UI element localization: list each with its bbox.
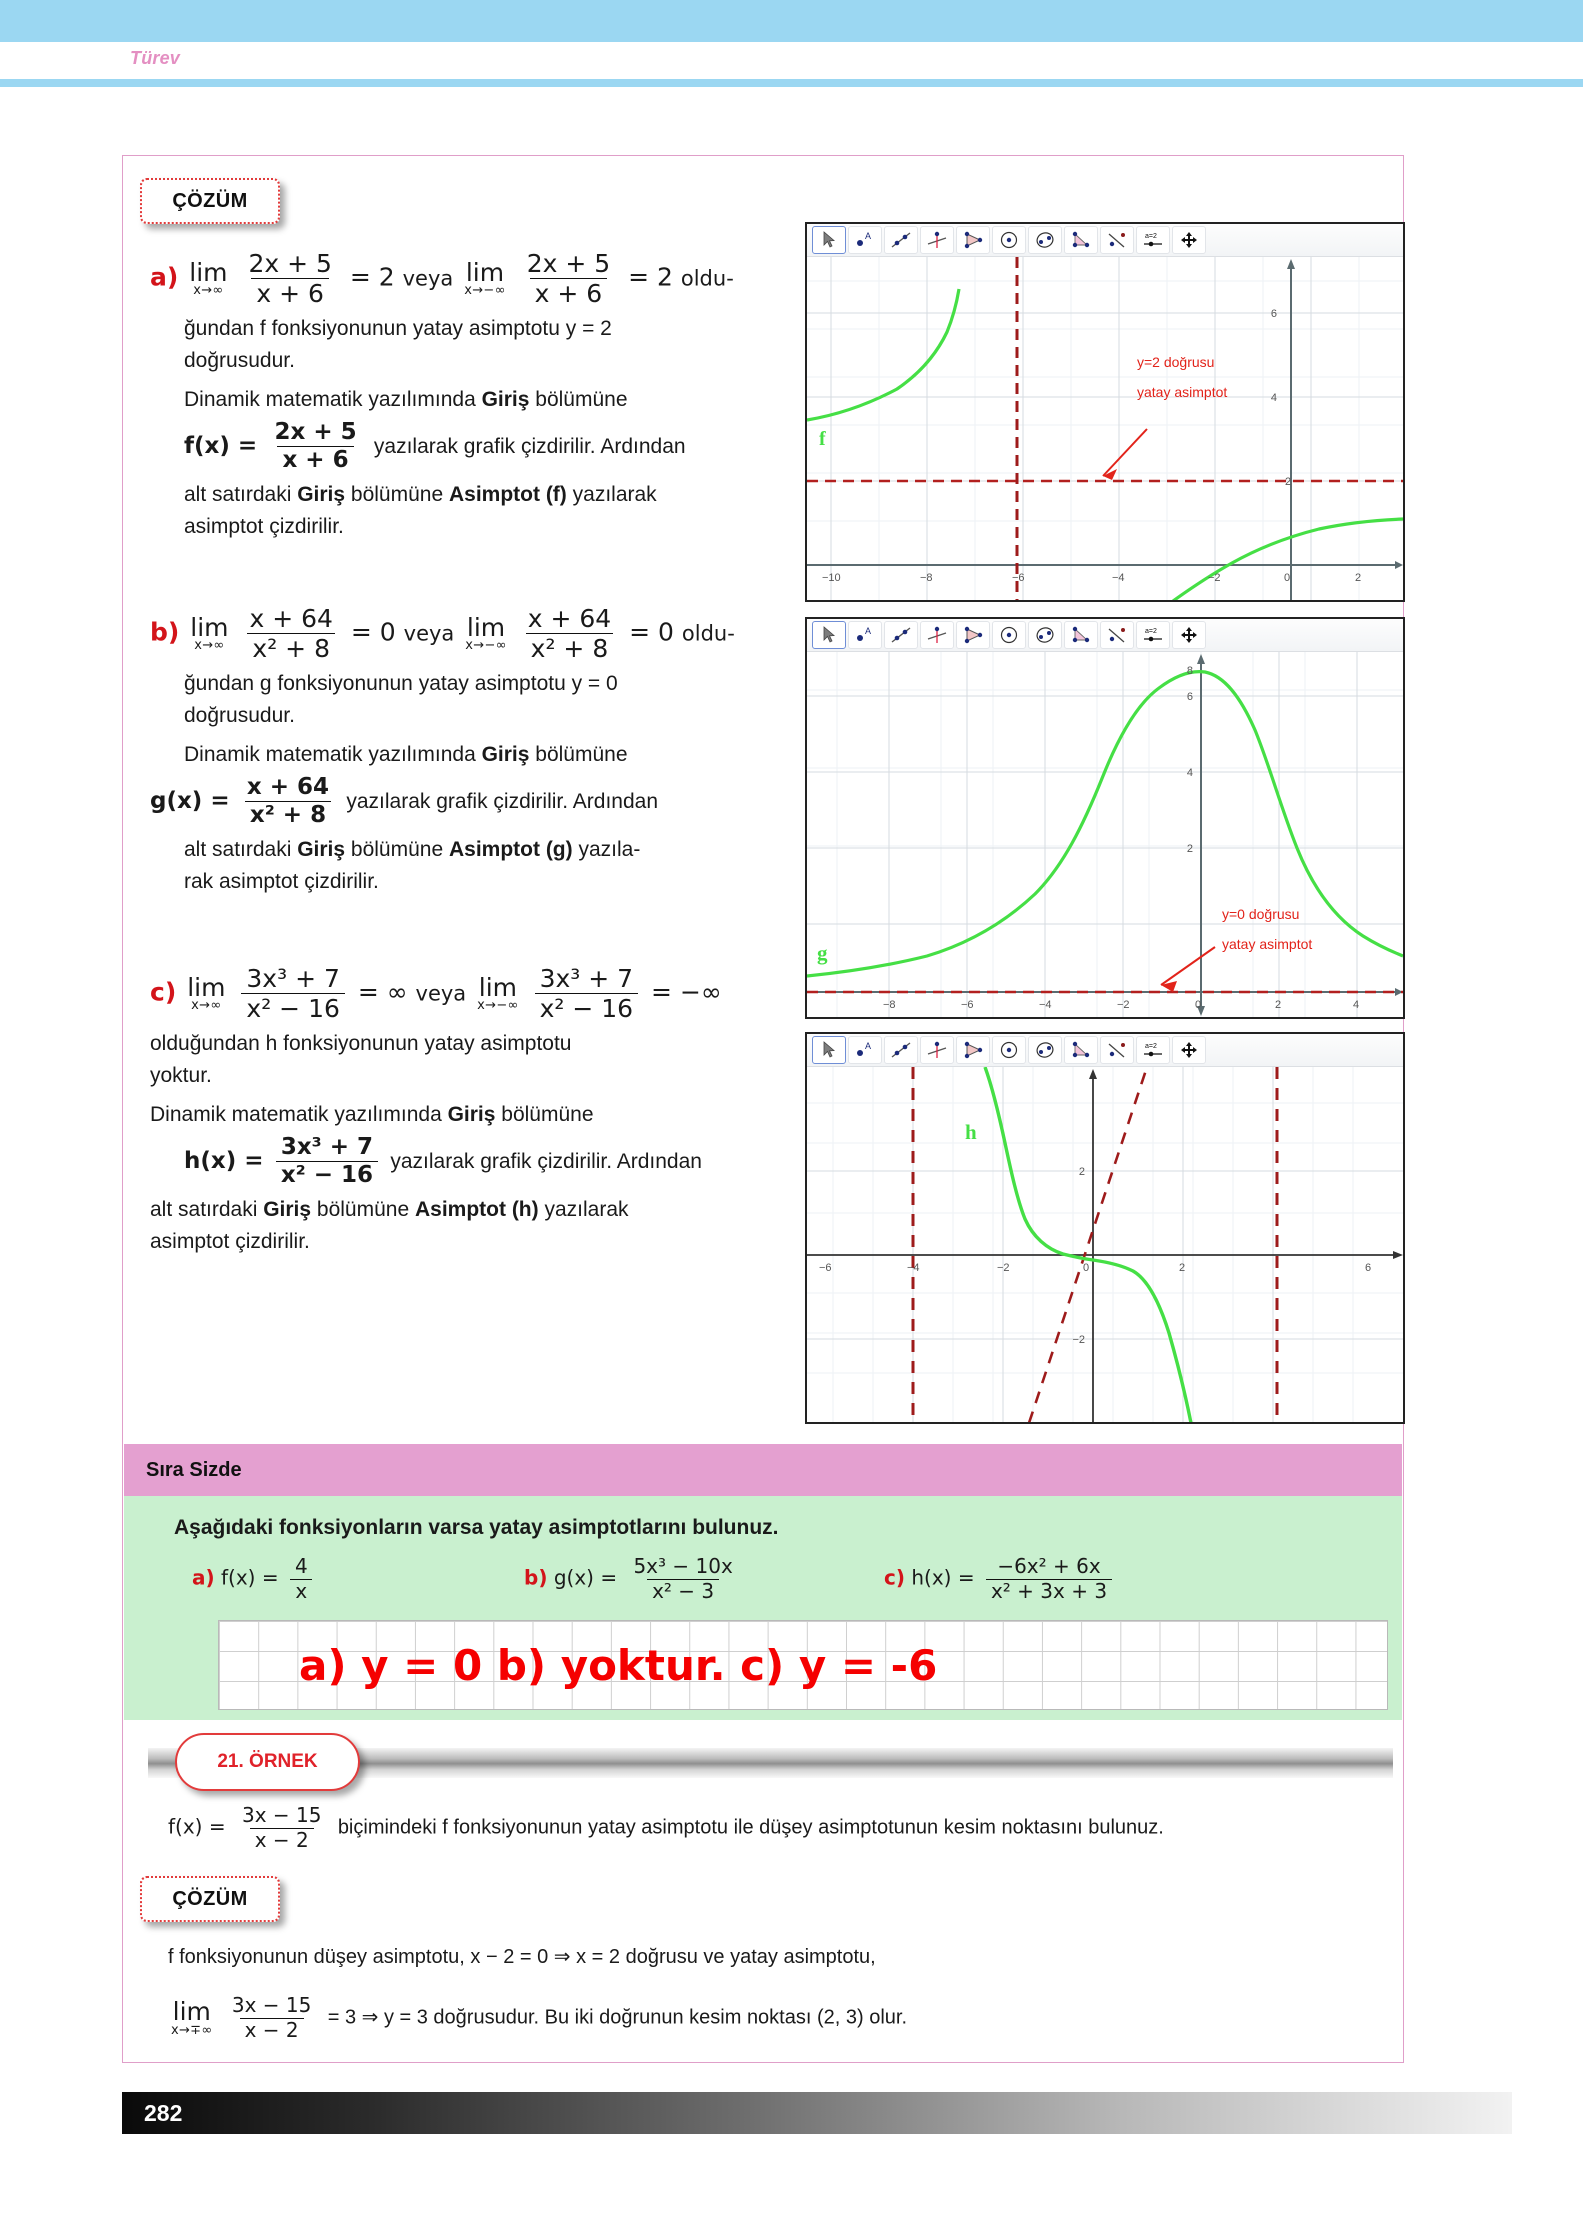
numerator: 5x³ − 10x: [633, 1554, 733, 1578]
item-marker: c): [884, 1565, 905, 1590]
svg-text:−6: −6: [961, 999, 974, 1011]
lim-word: lim: [478, 972, 518, 1002]
move-graphics-view-icon[interactable]: [1172, 621, 1206, 649]
part-c-line7: asimptot çizdirilir.: [150, 1230, 310, 1254]
svg-text:0: 0: [1195, 999, 1202, 1011]
lim-subscript: x→∞: [193, 283, 224, 299]
giris-keyword: Giriş: [297, 838, 346, 862]
svg-text:−6: −6: [1012, 572, 1025, 584]
part-b-line4: [184, 739, 750, 771]
denominator: x² − 16: [535, 993, 638, 1022]
numerator: −6x² + 6x: [997, 1554, 1101, 1578]
svg-text:a=2: a=2: [1145, 233, 1157, 240]
part-a-function: [184, 420, 750, 473]
numerator: 3x³ + 7: [246, 964, 340, 993]
numerator: 2x + 5: [526, 249, 611, 278]
svg-text:4: 4: [1270, 392, 1277, 404]
svg-text:−2: −2: [1072, 1334, 1085, 1346]
denominator: x² − 3: [647, 1579, 719, 1603]
graph-canvas-f[interactable]: [807, 257, 1403, 600]
svg-text:−4: −4: [907, 1262, 920, 1274]
denominator: x² + 8: [247, 633, 335, 662]
svg-text:−6: −6: [819, 1262, 832, 1274]
asimptot-keyword: Asimptot: [448, 483, 540, 507]
svg-text:−2: −2: [997, 1262, 1010, 1274]
text-pre: alt satırdaki: [150, 1198, 264, 1222]
move-pointer-icon[interactable]: [812, 621, 846, 649]
svg-text:A: A: [865, 626, 872, 636]
sira-sizde-item-c: [884, 1556, 1117, 1602]
example-badge: 21. ÖRNEK: [175, 1733, 360, 1791]
solution-part-a: [150, 250, 750, 543]
item-marker: b): [524, 1565, 548, 1590]
text-post: yazılarak: [566, 483, 657, 507]
solution-part-b: [150, 605, 750, 898]
svg-text:2: 2: [1275, 999, 1282, 1011]
part-a-line4: [184, 384, 750, 416]
numerator: 2x + 5: [274, 418, 357, 445]
denominator: x + 6: [530, 278, 608, 307]
joiner-word: veya: [402, 266, 454, 291]
svg-text:2: 2: [1355, 572, 1362, 584]
curve-label-f: f: [819, 428, 826, 450]
part-b-equation: [150, 605, 750, 662]
text-post: yazılarak grafik çizdirilir. Ardından: [346, 789, 659, 813]
running-header-title: Türev: [130, 48, 181, 68]
circle-center-point-icon[interactable]: [992, 1036, 1026, 1064]
part-b-marker: b): [150, 617, 180, 647]
svg-text:2: 2: [1179, 1262, 1186, 1274]
svg-text:a=2: a=2: [1145, 1043, 1157, 1050]
text-mid: bölümüne: [345, 483, 449, 507]
perpendicular-line-icon[interactable]: [920, 226, 954, 254]
denominator: x: [290, 1579, 312, 1603]
limit-result: = 2: [349, 262, 395, 292]
part-c-line2: olduğundan h fonksiyonunun yatay asimptotu: [150, 1032, 572, 1055]
angle-icon[interactable]: [1064, 621, 1098, 649]
limit-result: = ∞: [357, 977, 408, 1007]
text-post: bölümüne: [529, 742, 628, 766]
move-graphics-view-icon[interactable]: [1172, 1036, 1206, 1064]
svg-text:8: 8: [1186, 665, 1193, 677]
slider-icon[interactable]: [1136, 1036, 1170, 1064]
numerator: 3x − 15: [231, 1993, 312, 2017]
sira-sizde-header: Sıra Sizde: [124, 1444, 1402, 1496]
slider-icon[interactable]: [1136, 226, 1170, 254]
sira-sizde-item-a: [192, 1556, 318, 1602]
header-band-top: [0, 0, 1583, 42]
geogebra-panel-f[interactable]: [805, 222, 1405, 602]
lim-subscript: x→−∞: [465, 638, 507, 654]
polygon-icon[interactable]: [956, 1036, 990, 1064]
geogebra-panel-h[interactable]: [805, 1032, 1405, 1424]
giris-keyword: Giriş: [447, 1102, 496, 1126]
asimptot-arg: (g): [539, 838, 573, 862]
part-c-marker: c): [150, 977, 177, 1007]
text-pre: alt satırdaki: [184, 483, 298, 507]
numerator: x + 64: [246, 773, 330, 800]
numerator: 3x − 15: [241, 1803, 322, 1827]
curve-label-h: h: [965, 1120, 977, 1144]
svg-text:2: 2: [1186, 843, 1193, 855]
asimptot-keyword: Asimptot: [414, 1198, 506, 1222]
angle-icon[interactable]: [1064, 1036, 1098, 1064]
giris-keyword: Giriş: [481, 742, 530, 766]
giris-keyword: Giriş: [481, 387, 530, 411]
annotation-g-line2: yatay asimptot: [1222, 936, 1313, 952]
line-slope-icon[interactable]: [1100, 1036, 1134, 1064]
page-footer: [122, 2092, 1512, 2134]
part-a-marker: a): [150, 262, 179, 292]
point-icon[interactable]: [848, 621, 882, 649]
solution-part-c: [150, 965, 750, 1258]
perpendicular-line-icon[interactable]: [920, 621, 954, 649]
line-through-two-points-icon[interactable]: [884, 621, 918, 649]
polygon-icon[interactable]: [956, 621, 990, 649]
denominator: x² − 16: [276, 1161, 378, 1188]
geogebra-toolbar[interactable]: [807, 1034, 1403, 1067]
curve-label-g: g: [817, 941, 828, 965]
lim-word: lim: [172, 1997, 211, 2027]
text-post: yazıla-: [572, 838, 641, 862]
handwritten-answer: a) y = 0 b) yoktur. c) y = -6: [299, 1641, 938, 1690]
lim-word: lim: [187, 972, 226, 1002]
move-pointer-icon[interactable]: [812, 1036, 846, 1064]
svg-text:4: 4: [1353, 999, 1360, 1011]
svg-text:−2: −2: [1208, 572, 1221, 584]
part-a-line7: asimptot çizdirilir.: [184, 515, 344, 539]
ellipse-icon[interactable]: [1028, 226, 1062, 254]
graph-h-svg: [807, 1067, 1403, 1422]
graph-canvas-h[interactable]: [807, 1067, 1403, 1422]
function-name: g(x) =: [553, 1565, 618, 1590]
svg-text:A: A: [865, 231, 872, 241]
svg-text:−2: −2: [1117, 999, 1130, 1011]
text-pre: Dinamik matematik yazılımında: [150, 1102, 448, 1126]
part-b-line7: rak asimptot çizdirilir.: [184, 870, 379, 894]
text-mid: bölümüne: [311, 1198, 415, 1222]
part-b-function: [150, 775, 750, 828]
part-a-line3: doğrusudur.: [184, 348, 295, 372]
sira-sizde-question: Aşağıdaki fonksiyonların varsa yatay asimptotlarını bulunuz.: [174, 1516, 779, 1539]
angle-icon[interactable]: [1064, 226, 1098, 254]
example-solution-line2: [168, 1995, 907, 2041]
part-a-equation: [150, 250, 750, 307]
perpendicular-line-icon[interactable]: [920, 1036, 954, 1064]
denominator: x² + 8: [245, 801, 331, 828]
joiner-word: veya: [403, 621, 455, 646]
header-white-strip: [0, 42, 1583, 79]
part-c-line4: [150, 1099, 750, 1131]
denominator: x² − 16: [241, 993, 344, 1022]
numerator: 3x³ + 7: [539, 964, 634, 993]
svg-text:6: 6: [1365, 1262, 1372, 1274]
numerator: 4: [294, 1554, 308, 1578]
lim-subscript: x→∞: [191, 998, 222, 1014]
function-name: f(x) =: [168, 1814, 226, 1839]
svg-text:−8: −8: [883, 999, 896, 1011]
svg-text:−4: −4: [1112, 572, 1125, 584]
text-post: yazılarak grafik çizdirilir. Ardından: [373, 434, 686, 458]
lim-word: lim: [465, 257, 505, 287]
move-pointer-icon[interactable]: [812, 226, 846, 254]
ellipse-icon[interactable]: [1028, 1036, 1062, 1064]
point-icon[interactable]: [848, 1036, 882, 1064]
circle-center-point-icon[interactable]: [992, 621, 1026, 649]
lim-subscript: x→∞: [194, 638, 225, 654]
limit-result: = −∞: [651, 977, 722, 1007]
denominator: x − 2: [250, 1828, 314, 1852]
graph-g-svg: [807, 652, 1403, 1017]
solution-tail: = 3 ⇒ y = 3 doğrusudur. Bu iki doğrunun kesim noktası (2, 3) olur.: [327, 2006, 908, 2029]
part-c-equation: [150, 965, 750, 1022]
part-c-line3: yoktur.: [150, 1063, 212, 1087]
numerator: 3x³ + 7: [280, 1133, 374, 1160]
svg-text:−10: −10: [822, 572, 841, 584]
part-b-line2: ğundan g fonksiyonunun yatay asimptotu y = 0: [184, 672, 618, 695]
polygon-icon[interactable]: [956, 226, 990, 254]
svg-text:a=2: a=2: [1145, 628, 1157, 635]
example-solution-line1: f fonksiyonunun düşey asimptotu, x − 2 = 0 ⇒ x = 2 doğrusu ve yatay asimptotu,: [168, 1946, 876, 1968]
function-name: h(x) =: [184, 1147, 264, 1174]
svg-text:−4: −4: [1039, 999, 1052, 1011]
part-b-line3: doğrusudur.: [184, 703, 295, 727]
svg-text:0: 0: [1284, 572, 1291, 584]
move-graphics-view-icon[interactable]: [1172, 226, 1206, 254]
lim-word: lim: [466, 612, 506, 642]
lim-subscript: x→−∞: [464, 283, 506, 299]
point-icon[interactable]: [848, 226, 882, 254]
joiner-word: veya: [415, 981, 467, 1006]
svg-text:6: 6: [1270, 308, 1277, 320]
denominator: x² + 3x + 3: [986, 1579, 1112, 1603]
limit-result: = 0: [629, 617, 674, 647]
tail-text: oldu-: [681, 621, 735, 646]
function-name: h(x) =: [911, 1565, 975, 1590]
line-through-two-points-icon[interactable]: [884, 226, 918, 254]
slider-icon[interactable]: [1136, 621, 1170, 649]
svg-text:0: 0: [1083, 1262, 1090, 1274]
function-name: f(x) =: [184, 432, 258, 459]
svg-text:4: 4: [1186, 767, 1193, 779]
example-statement: [168, 1805, 1398, 1851]
line-slope-icon[interactable]: [1100, 621, 1134, 649]
sira-sizde-item-b: [524, 1556, 743, 1602]
solution-badge-bottom: ÇÖZÜM: [140, 1876, 280, 1922]
function-name: g(x) =: [150, 787, 230, 814]
lim-word: lim: [189, 257, 228, 287]
lim-subscript: x→−∞: [477, 998, 519, 1014]
annotation-f-line2: yatay asimptot: [1137, 384, 1228, 400]
text-post: yazılarak grafik çizdirilir. Ardından: [390, 1149, 702, 1173]
denominator: x + 6: [251, 278, 329, 307]
tail-text: oldu-: [680, 266, 734, 291]
giris-keyword: Giriş: [263, 1198, 312, 1222]
text-post: yazılarak: [538, 1198, 629, 1222]
numerator: 2x + 5: [248, 249, 332, 278]
limit-result: = 2: [628, 262, 673, 292]
function-name: f(x) =: [221, 1565, 279, 1590]
geogebra-toolbar[interactable]: [807, 224, 1403, 257]
geogebra-toolbar[interactable]: [807, 619, 1403, 652]
text-pre: alt satırdaki: [184, 838, 298, 862]
denominator: x − 2: [240, 2018, 304, 2042]
ellipse-icon[interactable]: [1028, 621, 1062, 649]
part-b-line6: [184, 834, 750, 866]
svg-text:2: 2: [1285, 476, 1292, 488]
part-a-line6: [184, 479, 750, 511]
answer-grid-box[interactable]: [218, 1620, 1388, 1710]
line-slope-icon[interactable]: [1100, 226, 1134, 254]
svg-text:A: A: [865, 1041, 872, 1051]
graph-canvas-g[interactable]: [807, 652, 1403, 1017]
part-c-function: [184, 1135, 750, 1188]
text-post: bölümüne: [529, 387, 628, 411]
lim-subscript: x→∓∞: [171, 2022, 213, 2038]
numerator: x + 64: [527, 604, 612, 633]
part-a-line2: ğundan f fonksiyonunun yatay asimptotu y = 2: [184, 317, 612, 340]
geogebra-panel-g[interactable]: [805, 617, 1405, 1019]
header-band-bottom: [0, 79, 1583, 87]
line-through-two-points-icon[interactable]: [884, 1036, 918, 1064]
svg-text:−8: −8: [920, 572, 933, 584]
svg-text:2: 2: [1078, 1166, 1085, 1178]
text-post: bölümüne: [495, 1102, 594, 1126]
denominator: x + 6: [277, 446, 353, 473]
circle-center-point-icon[interactable]: [992, 226, 1026, 254]
asimptot-keyword: Asimptot: [448, 838, 540, 862]
item-marker: a): [192, 1565, 215, 1590]
part-c-line6: [150, 1194, 750, 1226]
annotation-f-line1: y=2 doğrusu: [1137, 354, 1215, 370]
svg-text:6: 6: [1186, 691, 1193, 703]
numerator: x + 64: [249, 604, 333, 633]
denominator: x² + 8: [526, 633, 614, 662]
annotation-g-line1: y=0 doğrusu: [1222, 906, 1300, 922]
solution-badge-top: ÇÖZÜM: [140, 178, 280, 224]
limit-result: = 0: [350, 617, 396, 647]
text-pre: Dinamik matematik yazılımında: [184, 387, 482, 411]
lim-word: lim: [190, 612, 229, 642]
asimptot-arg: (f): [539, 483, 567, 507]
text-pre: Dinamik matematik yazılımında: [184, 742, 482, 766]
asimptot-arg: (h): [505, 1198, 539, 1222]
giris-keyword: Giriş: [297, 483, 346, 507]
graph-f-svg: [807, 257, 1403, 600]
text-mid: bölümüne: [345, 838, 449, 862]
statement-text: biçimindeki f fonksiyonunun yatay asimptotu ile düşey asimptotunun kesim noktasını bulunuz.: [337, 1816, 1164, 1839]
page-number: 282: [144, 2099, 183, 2126]
